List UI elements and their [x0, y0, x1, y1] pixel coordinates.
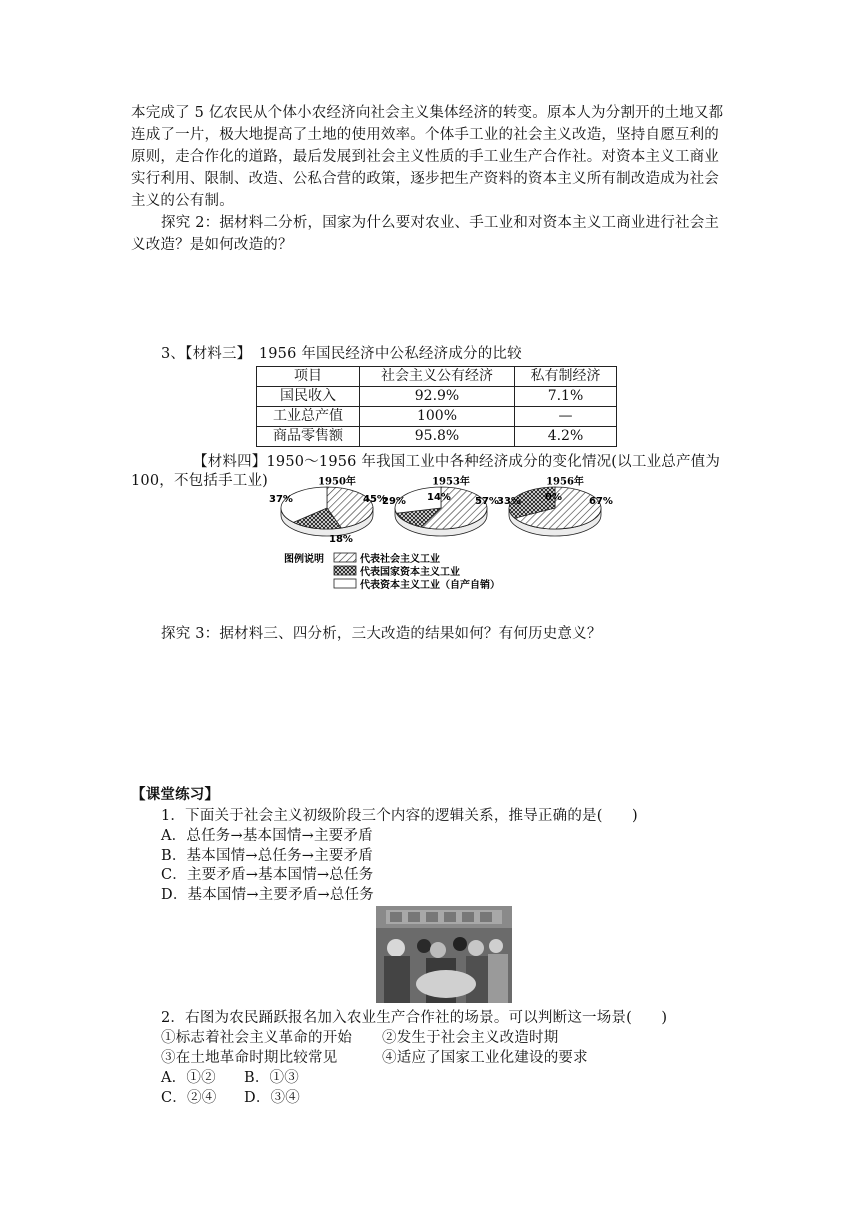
table-cell: 工业总产值 — [257, 407, 360, 427]
farmers-cooperative-photo — [376, 906, 512, 1003]
pie-year-label: 1953年 — [432, 476, 470, 488]
option: A．总任务→基本国情→主要矛盾 — [161, 828, 373, 844]
statement: ①标志着社会主义革命的开始 — [161, 1030, 353, 1046]
option: A．①② — [161, 1070, 216, 1086]
table-cell: — — [515, 407, 617, 427]
legend-swatch-capitalist — [334, 579, 356, 588]
text-line: 义改造？是如何改造的？ — [131, 237, 293, 253]
pie-percent-label: 67% — [589, 496, 613, 507]
explore-3: 探究 3：据材料三、四分析，三大改造的结果如何？有何历史意义？ — [161, 626, 602, 642]
text-line: 本完成了 5 亿农民从个体小农经济向社会主义集体经济的转变。原本人为分割开的土地又都 — [131, 105, 724, 121]
table-header-row — [257, 367, 617, 387]
economy-table — [256, 366, 617, 447]
text-line: 【材料四】1950～1956 年我国工业中各种经济成分的变化情况(以工业总产值为 — [193, 454, 721, 470]
option: B．①③ — [244, 1070, 299, 1086]
pie-1953年 — [382, 474, 499, 536]
text-line: 100，不包括手工业) — [131, 473, 269, 489]
practice-heading: 【课堂练习】 — [131, 786, 220, 803]
legend-entry: 代表社会主义工业 — [360, 554, 440, 565]
legend-swatch-state-capitalist — [334, 566, 356, 575]
option: D．基本国情→主要矛盾→总任务 — [161, 887, 374, 903]
pie-percent-label: 37% — [269, 494, 293, 505]
legend-entry: 代表国家资本主义工业 — [360, 567, 460, 578]
material-3-heading: 3、【材料三】 1956 年国民经济中公私经济成分的比较 — [161, 346, 522, 362]
question-stem: 2．右图为农民踊跃报名加入农业生产合作社的场景。可以判断这一场景( ) — [161, 1010, 668, 1026]
text-line: 主义的公有制。 — [131, 193, 234, 209]
option: D．③④ — [244, 1090, 300, 1106]
option: C．主要矛盾→基本国情→总任务 — [161, 867, 374, 883]
table-header: 项目 — [257, 367, 360, 387]
pie-year-label: 1956年 — [546, 476, 584, 488]
table-row — [257, 407, 617, 427]
table-row — [257, 427, 617, 447]
option: B．基本国情→总任务→主要矛盾 — [161, 848, 373, 864]
text-line: 原则，走合作化的道路，最后发展到社会主义性质的手工业生产合作社。对资本主义工商业 — [131, 149, 719, 165]
pie-1956年 — [497, 474, 613, 536]
statement: ③在土地革命时期比较常见 — [161, 1050, 338, 1066]
pie-percent-label: 33% — [497, 496, 521, 507]
statement: ④适应了国家工业化建设的要求 — [382, 1050, 588, 1066]
text-line: 连成了一片，极大地提高了土地的使用效率。个体手工业的社会主义改造，坚持自愿互利的 — [131, 127, 719, 143]
question-stem: 1．下面关于社会主义初级阶段三个内容的逻辑关系，推导正确的是( ) — [161, 808, 638, 824]
statement: ②发生于社会主义改造时期 — [382, 1030, 559, 1046]
pie-charts — [269, 476, 616, 594]
photo-image — [376, 906, 512, 1003]
table-cell: 4.2% — [515, 427, 617, 447]
pie-percent-label: 57% — [475, 496, 499, 507]
table-cell: 92.9% — [360, 387, 515, 407]
table-cell: 100% — [360, 407, 515, 427]
table-cell: 商品零售额 — [257, 427, 360, 447]
pie-percent-label: 45% — [363, 494, 387, 505]
option: C．②④ — [161, 1090, 217, 1106]
pie-percent-label: 29% — [382, 496, 406, 507]
pie-year-label: 1950年 — [318, 476, 356, 488]
pie-percent-label: 0% — [545, 492, 562, 503]
pie-percent-label: 14% — [427, 492, 451, 503]
table-header: 社会主义公有经济 — [360, 367, 515, 387]
table-cell: 7.1% — [515, 387, 617, 407]
text-line: 实行利用、限制、改造、公私合营的政策，逐步把生产资料的资本主义所有制改造成为社会 — [131, 171, 719, 187]
legend-swatch-socialist — [334, 553, 356, 562]
pie-percent-label: 18% — [329, 534, 353, 545]
table-cell: 国民收入 — [257, 387, 360, 407]
legend-title: 图例说明 — [284, 554, 324, 565]
pie-1950年 — [269, 474, 387, 545]
table-row — [257, 387, 617, 407]
legend-entry: 代表资本主义工业（自产自销） — [360, 580, 500, 591]
table-header: 私有制经济 — [515, 367, 617, 387]
table-cell: 95.8% — [360, 427, 515, 447]
text-line: 探究 2：据材料二分析，国家为什么要对农业、手工业和对资本主义工商业进行社会主 — [161, 215, 720, 231]
